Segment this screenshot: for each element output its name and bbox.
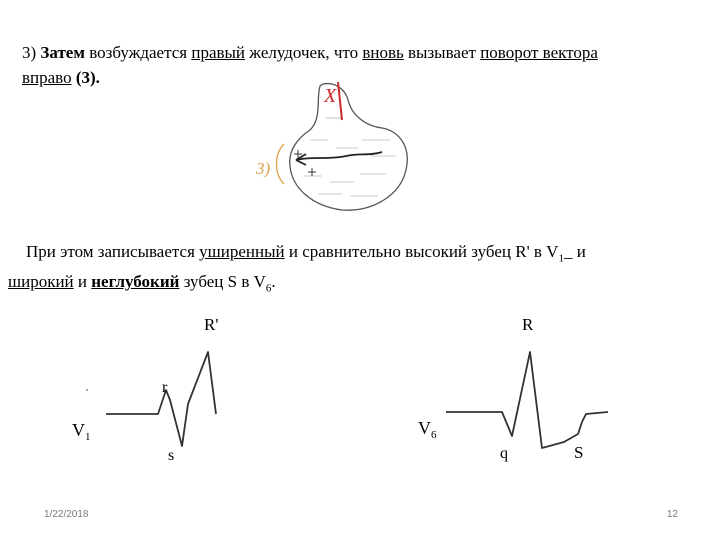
text-span: . xyxy=(271,272,276,292)
text-span: При этом записывается xyxy=(26,242,200,261)
subscript-1: 1 xyxy=(558,252,564,265)
footer-page-number: 12 xyxy=(666,509,678,520)
s-label: S xyxy=(574,443,584,462)
peak-label-r-prime: R' xyxy=(204,315,219,334)
word-pravyi: правый xyxy=(191,43,246,62)
dot-mark xyxy=(86,389,88,391)
lead-label-v6: $V_6$ xyxy=(418,418,437,441)
word-negluboki: неглубокий xyxy=(91,272,180,292)
paragraph-2 xyxy=(8,240,708,301)
word-vnov: вновь xyxy=(362,43,404,62)
text-span: зубец S в V xyxy=(179,272,266,292)
text-span: _ и xyxy=(563,242,586,261)
s-label: s xyxy=(168,447,175,464)
heart-shading xyxy=(304,118,396,196)
ecg-v6 xyxy=(410,308,630,468)
text-span: вызывает xyxy=(403,43,481,62)
word-vpravo: вправо xyxy=(22,68,72,87)
vector-arrow xyxy=(296,152,382,165)
text-span: и сравнительно высокий зубец R' в V xyxy=(284,242,559,261)
peak-label-r: R xyxy=(522,315,534,334)
word-zatem: Затем xyxy=(40,43,85,62)
heart-outline xyxy=(290,84,408,211)
annotation-x: X xyxy=(324,85,337,107)
word-shirokii: широкий xyxy=(8,272,74,292)
ecg-v1 xyxy=(60,308,260,468)
text-span: и xyxy=(73,272,92,292)
text-span: желудочек, что xyxy=(245,43,363,62)
lead-label-v1: $V_1$ xyxy=(72,420,91,443)
q-label: q xyxy=(500,445,508,462)
heart-sketch xyxy=(250,78,420,218)
item-number: 3) xyxy=(22,43,37,62)
annotation-3: 3) xyxy=(256,159,271,178)
word-ushirennyi: уширенный xyxy=(199,242,285,261)
ecg-trace-v1 xyxy=(106,352,216,446)
ecg-trace-v6 xyxy=(446,352,608,448)
phrase-povorot: поворот вектора xyxy=(480,43,598,62)
wave-arc xyxy=(277,144,285,184)
label-3: (3). xyxy=(71,68,100,87)
text-span: возбуждается xyxy=(84,43,192,62)
footer-date: 1/22/2018 xyxy=(44,509,89,520)
r-label: r xyxy=(162,379,168,396)
subscript-6: 6 xyxy=(265,282,272,295)
